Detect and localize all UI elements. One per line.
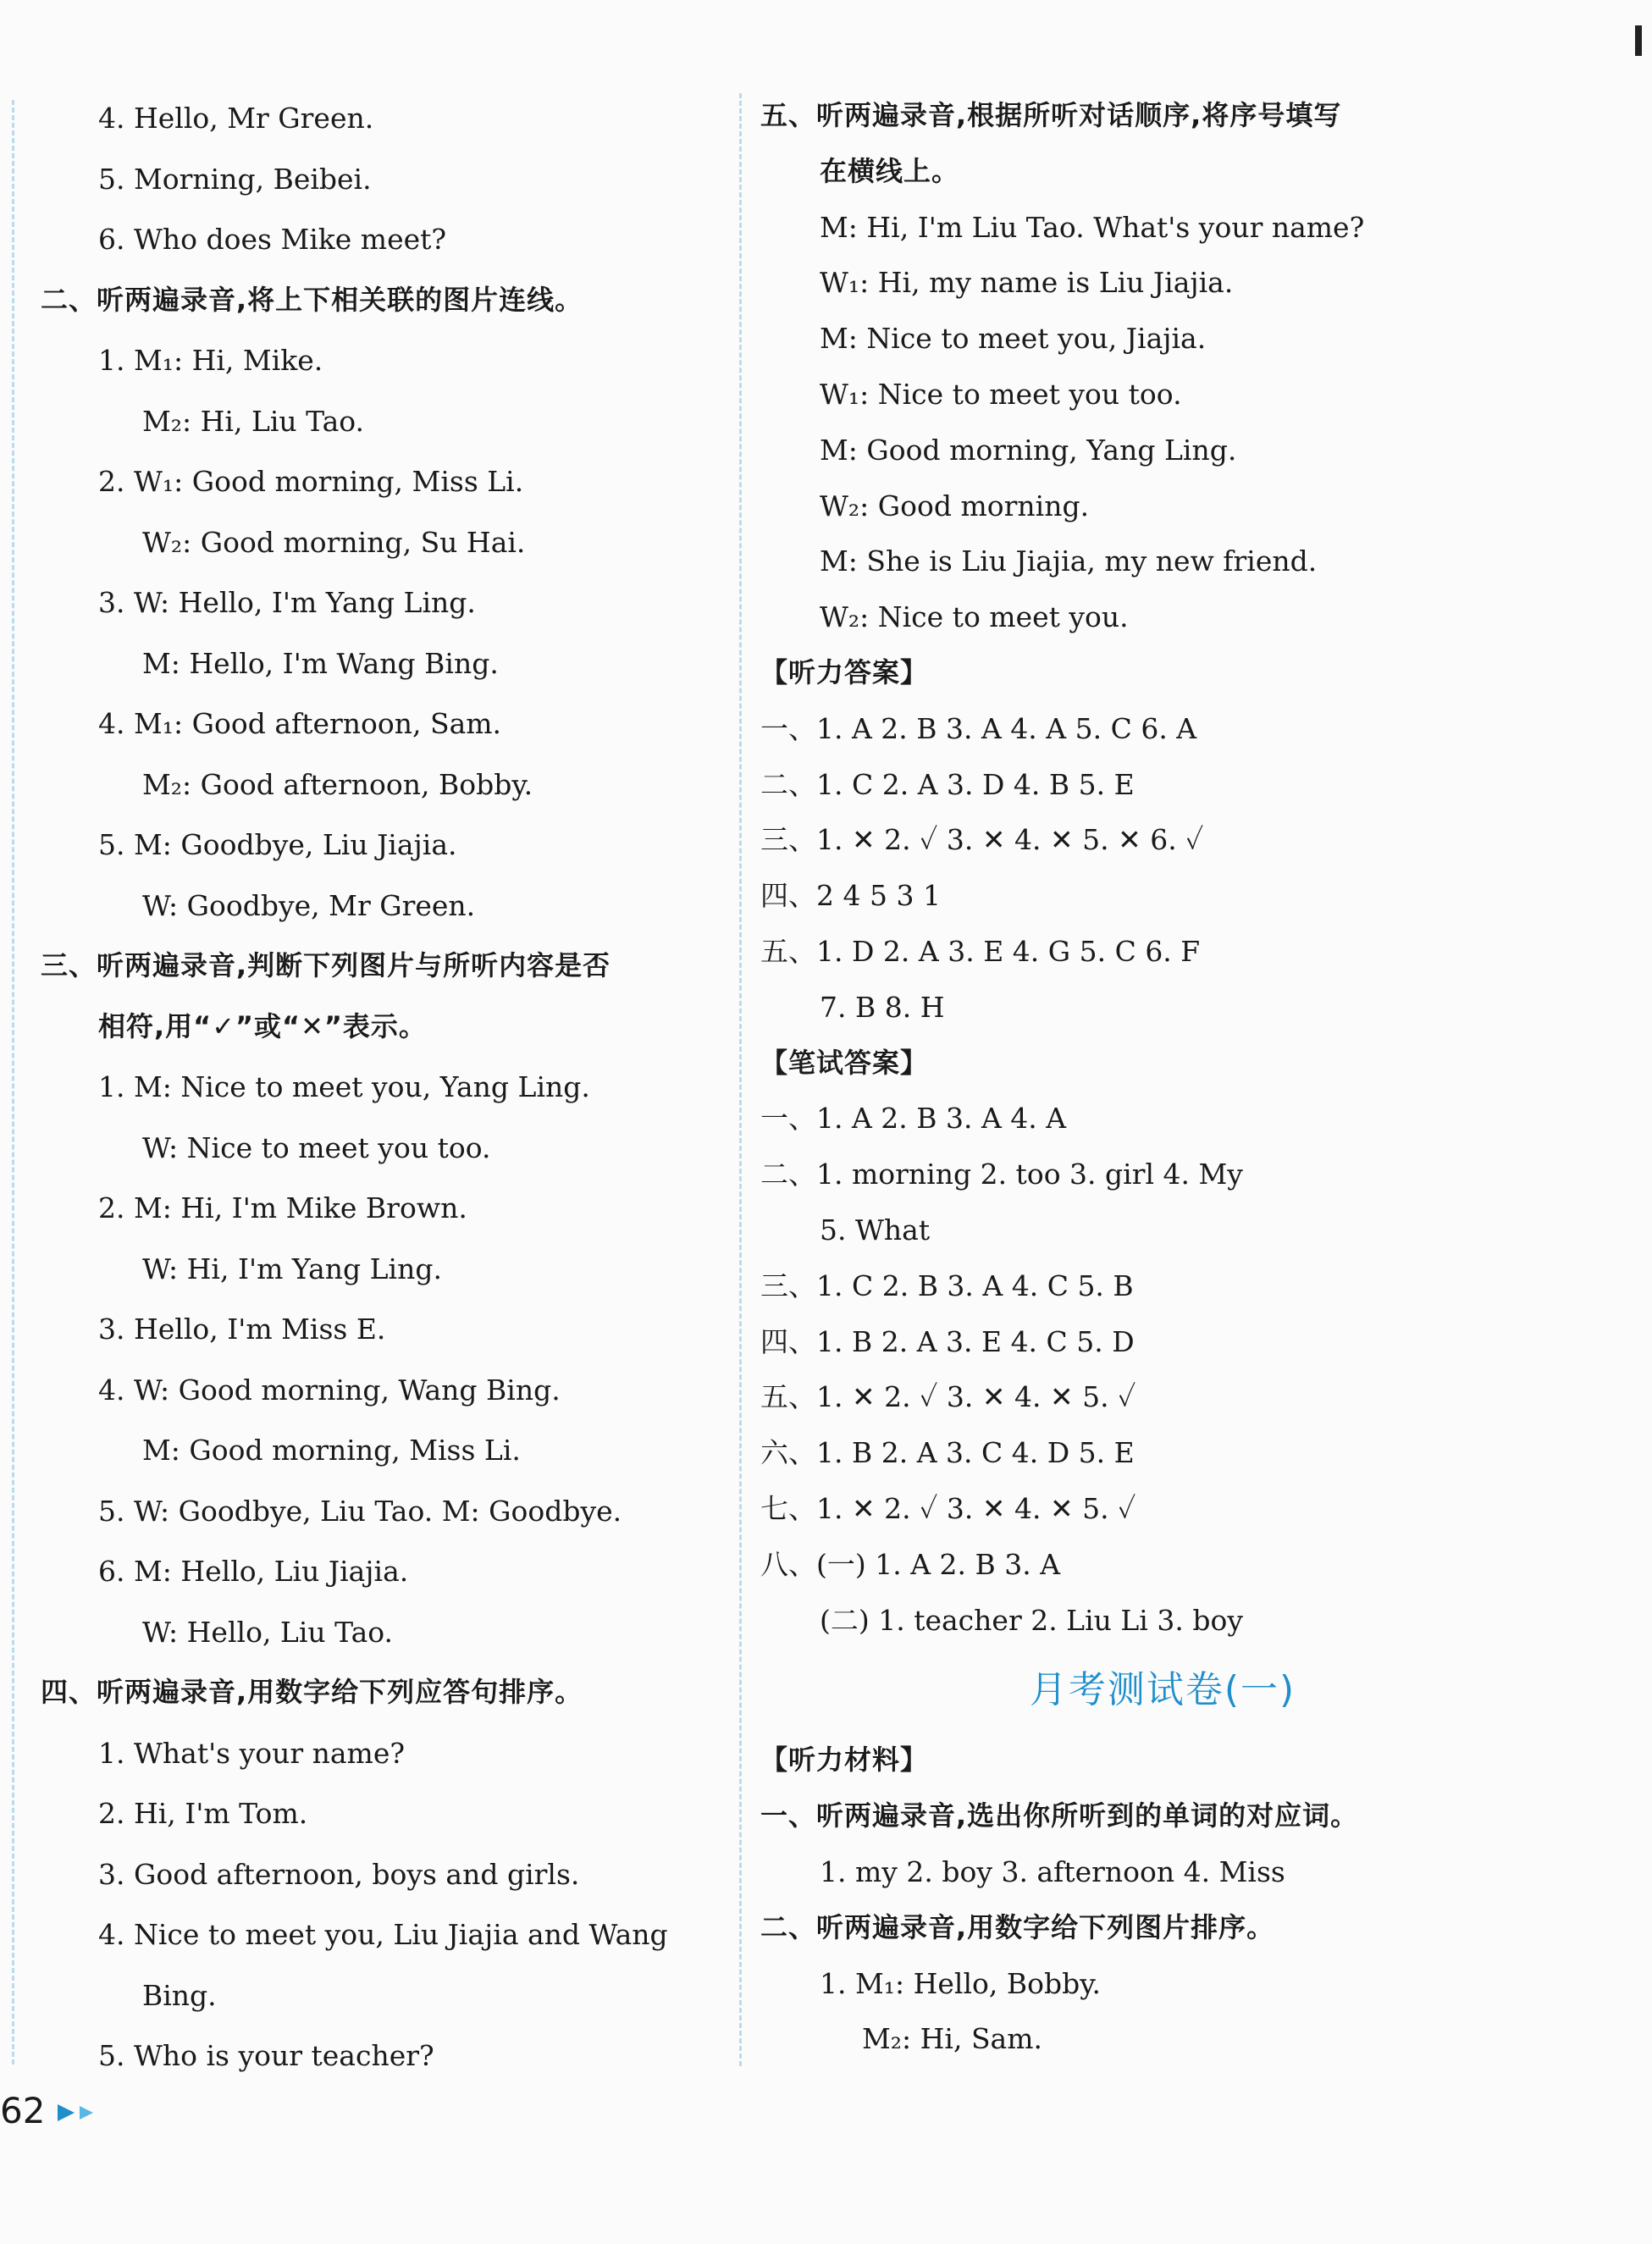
right-line: M: She is Liu Jiajia, my new friend.	[820, 544, 1318, 578]
left-line: W: Hello, Liu Tao.	[142, 1615, 394, 1649]
left-column	[41, 88, 727, 2086]
right-line: M: Good morning, Yang Ling.	[820, 433, 1237, 467]
left-line: 相符,用“✓”或“✕”表示。	[98, 1009, 427, 1042]
left-line: M: Hello, I'm Wang Bing.	[142, 646, 499, 680]
left-line: 三、听两遍录音,判断下列图片与所听内容是否	[41, 949, 611, 981]
right2-line: 1. M₁: Hello, Bobby.	[820, 1966, 1101, 2000]
left-line: 4. Hello, Mr Green.	[98, 102, 374, 135]
left-line: 2. Hi, I'm Tom.	[98, 1797, 308, 1830]
right-line: 六、1. B 2. A 3. C 4. D 5. E	[760, 1436, 1135, 1470]
left-line: 4. M₁: Good afternoon, Sam.	[98, 707, 502, 740]
right-line: 【笔试答案】	[760, 1046, 929, 1079]
right-line: 八、(一) 1. A 2. B 3. A	[760, 1547, 1061, 1581]
right2-line: 二、听两遍录音,用数字给下列图片排序。	[760, 1910, 1275, 1943]
left-line: 2. W₁: Good morning, Miss Li.	[98, 465, 524, 498]
right-line: W₁: Hi, my name is Liu Jiajia.	[820, 266, 1234, 300]
left-line: 1. M: Nice to meet you, Yang Ling.	[98, 1070, 590, 1103]
right-line: 二、1. morning 2. too 3. girl 4. My	[760, 1158, 1243, 1191]
right-line: 四、2 4 5 3 1	[760, 879, 941, 913]
left-line: 1. What's your name?	[98, 1736, 406, 1770]
left-line: 5. Morning, Beibei.	[98, 162, 372, 196]
right-line: 七、1. ✕ 2. ✓ 3. ✕ 4. ✕ 5. ✓	[760, 1491, 1136, 1525]
right-listening-block	[760, 1733, 1565, 2067]
left-line: 2. M: Hi, I'm Mike Brown.	[98, 1191, 467, 1224]
left-line: 5. W: Goodbye, Liu Tao. M: Goodbye.	[98, 1494, 622, 1528]
column-divider	[739, 93, 742, 2066]
left-line: M₂: Hi, Liu Tao.	[142, 404, 365, 438]
right-line: M: Hi, I'm Liu Tao. What's your name?	[820, 210, 1365, 244]
right-line: 二、1. C 2. A 3. D 4. B 5. E	[760, 767, 1135, 801]
right-line: 五、听两遍录音,根据所听对话顺序,将序号填写	[760, 99, 1342, 131]
right-line: 5. What	[820, 1213, 931, 1246]
right2-line: M₂: Hi, Sam.	[862, 2022, 1043, 2056]
right-line: 在横线上。	[820, 154, 960, 187]
corner-mark	[1635, 25, 1642, 56]
right-line: 一、1. A 2. B 3. A 4. A 5. C 6. A	[760, 711, 1197, 745]
right-line: W₂: Nice to meet you.	[820, 600, 1129, 634]
left-line: Bing.	[142, 1978, 217, 2012]
right-line: (二) 1. teacher 2. Liu Li 3. boy	[820, 1603, 1243, 1637]
left-line: 3. Hello, I'm Miss E.	[98, 1313, 386, 1346]
right2-line: 一、听两遍录音,选出你所听到的单词的对应词。	[760, 1799, 1359, 1832]
left-line: 3. Good afternoon, boys and girls.	[98, 1857, 580, 1891]
left-line: W: Nice to meet you too.	[142, 1130, 491, 1164]
arrow-icons	[56, 2100, 107, 2129]
left-line: W: Hi, I'm Yang Ling.	[142, 1252, 442, 1285]
right-line: W₂: Good morning.	[820, 489, 1090, 522]
section-title: 月考测试卷(一)	[1029, 1668, 1296, 1712]
left-line: 二、听两遍录音,将上下相关联的图片连线。	[41, 283, 583, 316]
left-line: W₂: Good morning, Su Hai.	[142, 525, 526, 559]
left-line: 6. M: Hello, Liu Jiajia.	[98, 1555, 409, 1588]
right-line: 四、1. B 2. A 3. E 4. C 5. D	[760, 1324, 1135, 1358]
right-line: W₁: Nice to meet you too.	[820, 377, 1182, 411]
left-line: 5. Who is your teacher?	[98, 2039, 434, 2072]
left-line: 4. W: Good morning, Wang Bing.	[98, 1373, 561, 1407]
right-column	[760, 88, 1565, 2067]
page-number: 62	[0, 2090, 46, 2131]
left-line: 1. M₁: Hi, Mike.	[98, 344, 323, 377]
right-line: 【听力答案】	[760, 655, 929, 688]
left-line: 3. W: Hello, I'm Yang Ling.	[98, 586, 476, 619]
left-line: M: Good morning, Miss Li.	[142, 1434, 521, 1467]
left-line: W: Goodbye, Mr Green.	[142, 888, 476, 922]
left-line: 四、听两遍录音,用数字给下列应答句排序。	[41, 1676, 583, 1708]
left-line: 4. Nice to meet you, Liu Jiajia and Wang	[98, 1918, 668, 1951]
right-line: 五、1. ✕ 2. ✓ 3. ✕ 4. ✕ 5. ✓	[760, 1380, 1136, 1414]
right2-line: 1. my 2. boy 3. afternoon 4. Miss	[820, 1854, 1285, 1888]
right-line: 7. B 8. H	[820, 990, 945, 1024]
right2-line: 【听力材料】	[760, 1744, 929, 1777]
double-arrow-icon	[56, 2100, 107, 2125]
right-line: M: Nice to meet you, Jiajia.	[820, 322, 1207, 356]
left-line: M₂: Good afternoon, Bobby.	[142, 767, 533, 801]
left-line: 6. Who does Mike meet?	[98, 223, 447, 256]
right-answers-block	[760, 88, 1565, 1648]
right-line: 三、1. C 2. B 3. A 4. C 5. B	[760, 1268, 1134, 1302]
left-line: 5. M: Goodbye, Liu Jiajia.	[98, 828, 457, 861]
left-edge-divider	[12, 100, 14, 2064]
right-line: 三、1. ✕ 2. ✓ 3. ✕ 4. ✕ 5. ✕ 6. ✓	[760, 823, 1204, 857]
right-line: 五、1. D 2. A 3. E 4. G 5. C 6. F	[760, 934, 1201, 968]
right-line: 一、1. A 2. B 3. A 4. A	[760, 1102, 1067, 1136]
